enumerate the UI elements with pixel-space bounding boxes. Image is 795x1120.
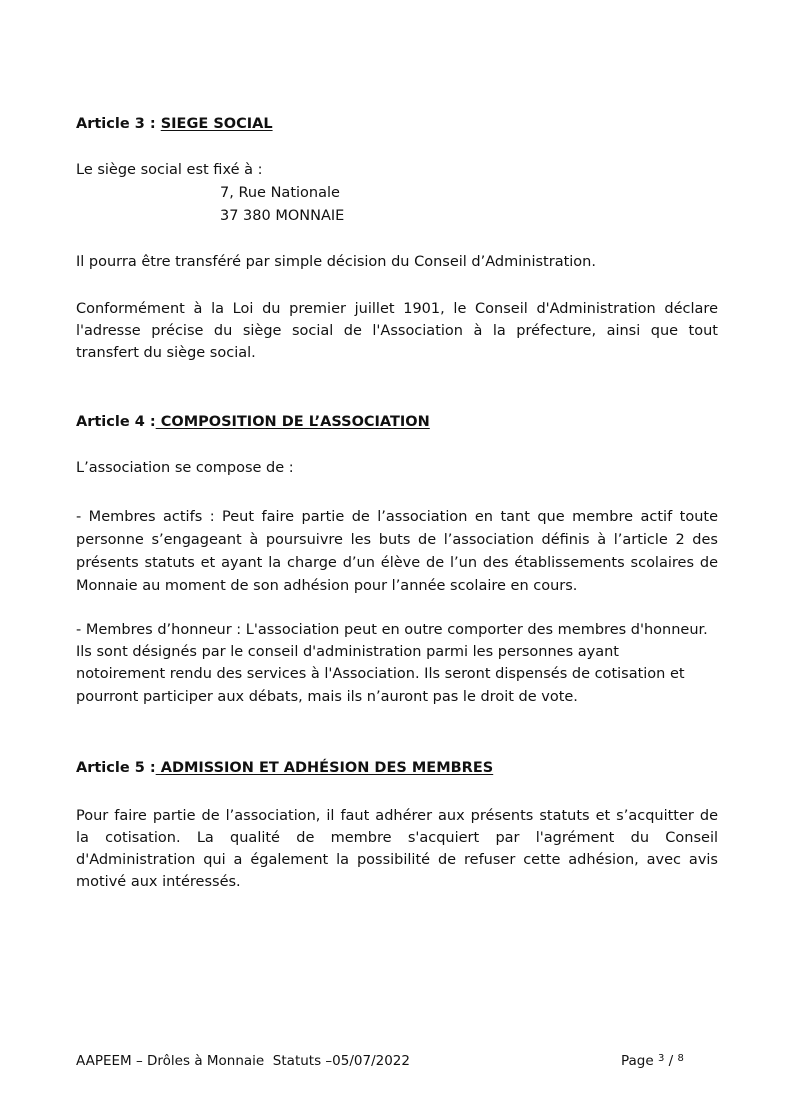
members-honneur-line: pourront participer aux débats, mais ils n’auront pas le droit de vote. [76, 689, 578, 705]
article-3-label: Article 3 : [76, 116, 161, 132]
footer-document-info: AAPEEM – Drôles à Monnaie Statuts –05/07/2022 [76, 1053, 410, 1069]
members-honneur-line: Ils sont désignés par le conseil d'administration parmi les personnes ayant [76, 644, 619, 660]
page-current: 3 [657, 1053, 665, 1064]
page-separator: / [664, 1053, 678, 1069]
article-5-heading [76, 760, 493, 776]
page-total: 8 [677, 1053, 684, 1064]
article-5-label: Article 5 : [76, 760, 156, 776]
members-honneur-line: notoirement rendu des services à l'Association. Ils seront dispensés de cotisation et [76, 666, 685, 682]
article-3-paragraph-2-line: transfert du siège social. [76, 345, 256, 361]
article-4-intro: L’association se compose de : [76, 460, 294, 476]
article-5-paragraph-line: Pour faire partie de l’association, il faut adhérer aux présents statuts et s’acquitter de [76, 808, 718, 824]
footer-page-number [621, 1053, 684, 1069]
members-honneur-line: - Membres d’honneur : L'association peut en outre comporter des membres d'honneur. [76, 622, 708, 638]
article-3-intro: Le siège social est fixé à : [76, 162, 263, 178]
page-prefix: Page [621, 1053, 658, 1069]
members-actifs-line: personne s’engageant à poursuivre les buts de l’association définis à l’article 2 des [76, 532, 718, 548]
members-actifs-line: - Membres actifs : Peut faire partie de l’association en tant que membre actif toute [76, 509, 718, 525]
article-4-heading [76, 414, 430, 430]
article-3-title: SIEGE SOCIAL [160, 116, 273, 132]
article-5-paragraph-line: motivé aux intéressés. [76, 874, 241, 890]
address-line-1: 7, Rue Nationale [220, 185, 340, 201]
article-3-paragraph-2-line: l'adresse précise du siège social de l'Association à la préfecture, ainsi que tout [76, 323, 718, 339]
members-actifs-line: présents statuts et ayant la charge d’un élève de l’un des établissements scolaires de [76, 555, 718, 571]
article-3-heading [76, 116, 273, 132]
article-3-paragraph-1: Il pourra être transféré par simple décision du Conseil d’Administration. [76, 254, 596, 270]
article-3-paragraph-2-line: Conformément à la Loi du premier juillet 1901, le Conseil d'Administration déclare [76, 301, 718, 317]
article-5-title: ADMISSION ET ADHÉSION DES MEMBRES [155, 760, 494, 776]
members-actifs-line: Monnaie au moment de son adhésion pour l’année scolaire en cours. [76, 578, 578, 594]
address-line-2: 37 380 MONNAIE [220, 208, 345, 224]
article-5-paragraph-line: la cotisation. La qualité de membre s'acquiert par l'agrément du Conseil [76, 830, 718, 846]
article-4-title: COMPOSITION DE L’ASSOCIATION [155, 414, 430, 430]
article-5-paragraph-line: d'Administration qui a également la possibilité de refuser cette adhésion, avec avis [76, 852, 718, 868]
article-4-label: Article 4 : [76, 414, 156, 430]
